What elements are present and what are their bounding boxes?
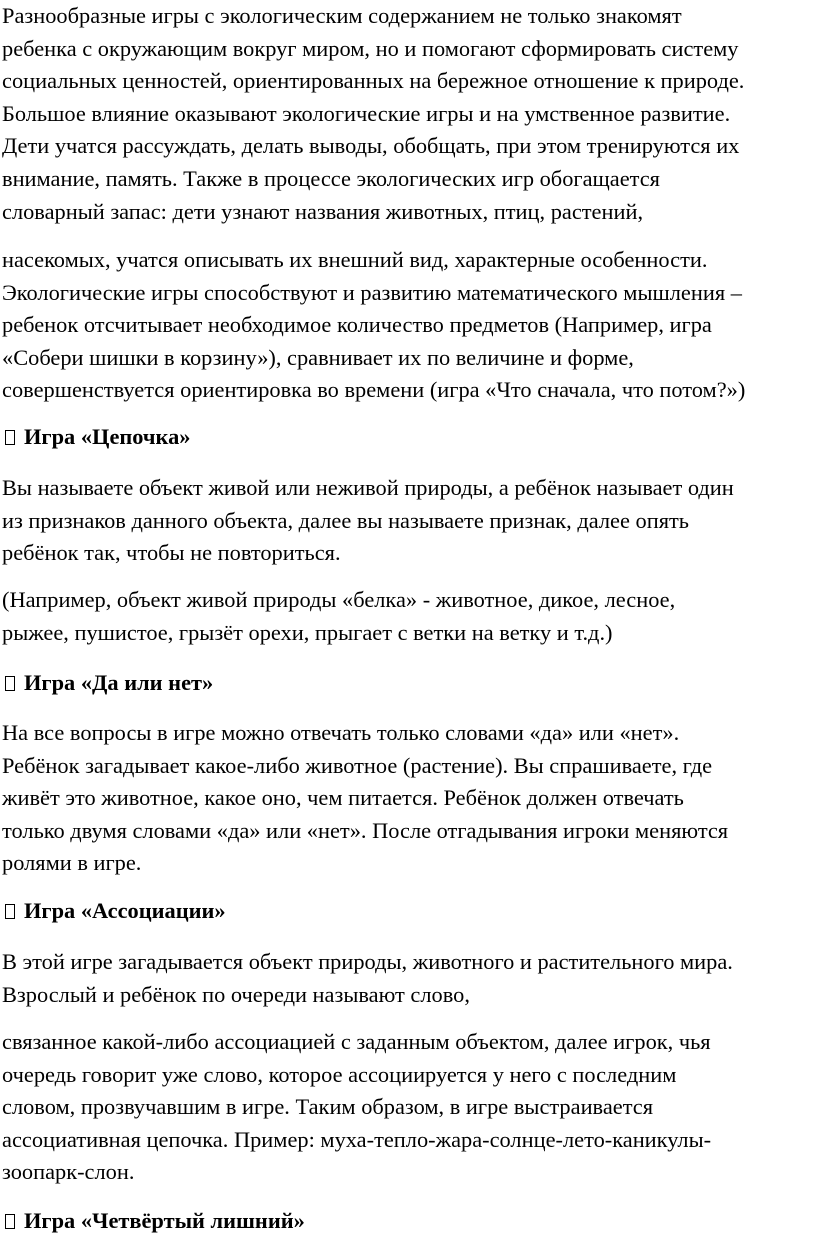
game-heading-associations [2,895,226,928]
text-line: В этой игре загадывается объект природы, животного и растительного мира. [2,949,733,974]
text-line: рыжее, пушистое, грызёт орехи, прыгает с ветки на ветку и т.д.) [2,619,613,645]
game-example [2,584,675,649]
game-description-continued [2,1026,711,1189]
game-description [2,717,728,880]
text-line: из признаков данного объекта, далее вы называете признак, далее опять [2,507,690,533]
bullet-box-icon [5,430,15,445]
text-line: ребенка с окружающим вокруг миром, но и помогают сформировать систему [2,35,739,61]
text-line: ассоциативная цепочка. Пример: муха-тепло-жара-солнце-лето-каникулы- [2,1126,712,1152]
text-line: ребёнок так, чтобы не повториться. [2,540,341,566]
text-line: «Собери шишки в корзину»), сравнивает их по величине и форме, [2,344,634,370]
text-line: зоопарк-слон. [2,1159,135,1185]
text-line: живёт это животное, какое оно, чем питается. Ребёнок должен отвечать [2,785,684,811]
text-line: социальных ценностей, ориентированных на бережное отношение к природе. [2,68,745,94]
game-description [2,472,734,570]
text-line: насекомых, учатся описывать их внешний вид, характерные особенности. [2,247,708,272]
text-line: Взрослый и ребёнок по очереди называют слово, [2,981,470,1007]
game-heading-yes-no [2,667,213,700]
text-line: словом, прозвучавшим в игре. Таким образом, в игре выстраивается [2,1094,654,1120]
text-line: Экологические игры способствуют и развитию математического мышления – [2,279,742,305]
text-line: Разнообразные игры с экологическим содержанием не только знакомят [2,3,682,28]
text-line: словарный запас: дети узнают названия животных, птиц, растений, [2,198,644,224]
text-line: Вы называете объект живой или неживой природы, а ребёнок называет один [2,475,734,500]
text-line: Ребёнок загадывает какое-либо животное (растение). Вы спрашиваете, где [2,752,713,778]
game-heading-odd-one-out [2,1205,305,1238]
game-title: Игра «Цепочка» [24,424,191,449]
bullet-box-icon [5,904,15,919]
bullet-box-icon [5,1214,15,1229]
text-line: совершенствуется ориентировка во времени (игра «Что сначала, что потом?») [2,377,746,403]
bullet-box-icon [5,676,15,691]
intro-paragraph-continued [2,244,745,407]
intro-paragraph [2,0,744,228]
text-line: Большое влияние оказывают экологические игры и на умственное развитие. [2,100,731,126]
game-title: Игра «Да или нет» [24,670,214,695]
text-line: внимание, память. Также в процессе экологических игр обогащается [2,165,660,191]
text-line: ребенок отсчитывает необходимое количество предметов (Например, игра [2,312,712,338]
text-line: ролями в игре. [2,850,142,876]
game-title: Игра «Ассоциации» [24,898,226,923]
text-line: связанное какой-либо ассоциацией с заданным объектом, далее игрок, чья [2,1029,711,1054]
game-description [2,946,733,1011]
text-line: только двумя словами «да» или «нет». После отгадывания игроки меняются [2,817,729,843]
text-line: очередь говорит уже слово, которое ассоциируется у него с последним [2,1061,677,1087]
text-line: Дети учатся рассуждать, делать выводы, обобщать, при этом тренируются их [2,133,740,159]
game-title: Игра «Четвёртый лишний» [24,1208,305,1233]
text-line: На все вопросы в игре можно отвечать только словами «да» или «нет». [2,720,680,745]
text-line: (Например, объект живой природы «белка» - животное, дикое, лесное, [2,587,676,612]
game-heading-chain [2,421,190,454]
